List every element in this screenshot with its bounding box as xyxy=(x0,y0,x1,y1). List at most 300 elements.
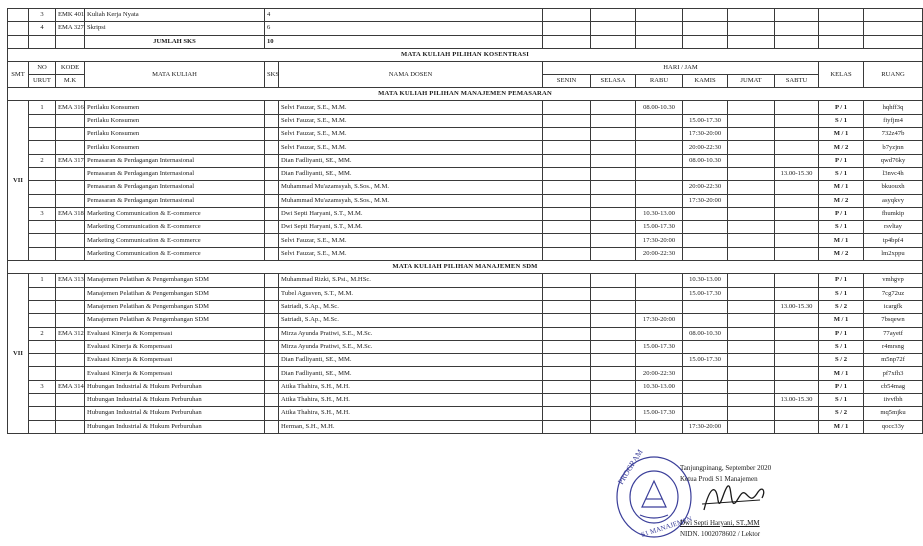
kode-cell: EMA 316 xyxy=(56,101,85,114)
selasa-cell xyxy=(591,340,636,353)
sks-cell xyxy=(265,207,279,220)
semester-cell: VII xyxy=(8,101,29,261)
kode-cell xyxy=(56,128,85,141)
senin-cell xyxy=(543,181,591,194)
sks-cell xyxy=(265,101,279,114)
sks-cell xyxy=(265,128,279,141)
dosen-cell: Satriadi, S.Ap., M.Sc. xyxy=(279,300,543,313)
no-cell xyxy=(29,287,56,300)
kamis-cell: 17:30-20:00 xyxy=(683,128,728,141)
ruang-cell: r4mrsng xyxy=(864,340,923,353)
table-row xyxy=(8,128,923,141)
header-hari-jam: HARI / JAM xyxy=(543,62,819,75)
senin-cell xyxy=(543,141,591,154)
kamis-cell: 17:30-20:00 xyxy=(683,194,728,207)
dosen-cell: Mirza Ayunda Pratiwi, S.E., M.Sc. xyxy=(279,327,543,340)
mk-cell: Evaluasi Kinerja & Kompensasi xyxy=(85,367,265,380)
sabtu-cell xyxy=(775,340,819,353)
header-mata-kuliah: MATA KULIAH xyxy=(85,62,265,88)
jumat-cell xyxy=(728,221,775,234)
dosen-cell: Dian Fadliyanti, SE., MM. xyxy=(279,367,543,380)
dosen-cell: Dwi Septi Haryani, S.T., M.M. xyxy=(279,207,543,220)
jumat-cell xyxy=(728,287,775,300)
no-cell xyxy=(29,367,56,380)
group-title-row xyxy=(8,261,923,274)
table-row xyxy=(8,207,923,220)
ruang-cell: asyqkvy xyxy=(864,194,923,207)
jumat-cell xyxy=(728,420,775,433)
rabu-cell: 15.00-17.30 xyxy=(636,340,683,353)
jumat-cell xyxy=(728,167,775,180)
selasa-cell xyxy=(591,114,636,127)
no-cell xyxy=(29,300,56,313)
mk-cell: Manajemen Pelatihan & Pengembangan SDM xyxy=(85,274,265,287)
header-kamis: KAMIS xyxy=(683,75,728,88)
dosen-cell: Muhammad Mu'azamsyah, S.Sos., M.M. xyxy=(279,181,543,194)
jumlah-label: JUMLAH SKS xyxy=(85,35,265,48)
senin-cell xyxy=(543,221,591,234)
jumat-cell xyxy=(728,101,775,114)
kelas-cell: P / 1 xyxy=(819,101,864,114)
kamis-cell xyxy=(683,340,728,353)
sabtu-cell xyxy=(775,234,819,247)
kelas-cell: P / 1 xyxy=(819,207,864,220)
mk-cell: Skripsi xyxy=(85,22,265,35)
rabu-cell xyxy=(636,394,683,407)
sks-cell xyxy=(265,114,279,127)
kode-cell: EMA 313 xyxy=(56,274,85,287)
ruang-cell: vmhgvp xyxy=(864,274,923,287)
kamis-cell xyxy=(683,380,728,393)
kamis-cell xyxy=(683,407,728,420)
kamis-cell: 17:30-20:00 xyxy=(683,420,728,433)
dosen-cell: Dian Fadliyanti, SE., MM. xyxy=(279,354,543,367)
sks-cell xyxy=(265,354,279,367)
ruang-cell: cb54mag xyxy=(864,380,923,393)
header-ruang: RUANG xyxy=(864,62,923,88)
senin-cell xyxy=(543,154,591,167)
table-row xyxy=(8,340,923,353)
ruang-cell: fhumkip xyxy=(864,207,923,220)
table-row xyxy=(8,141,923,154)
senin-cell xyxy=(543,340,591,353)
kode-cell: EMA 314 xyxy=(56,380,85,393)
rabu-cell xyxy=(636,154,683,167)
selasa-cell xyxy=(591,327,636,340)
kamis-cell: 20:00-22:30 xyxy=(683,181,728,194)
kode-cell: EMK 401 xyxy=(56,9,85,22)
kode-cell xyxy=(56,367,85,380)
kamis-cell: 08.00-10.30 xyxy=(683,154,728,167)
semester-cell: VII xyxy=(8,274,29,434)
mk-cell: Evaluasi Kinerja & Kompensasi xyxy=(85,354,265,367)
jumat-cell xyxy=(728,394,775,407)
sks-cell xyxy=(265,167,279,180)
jumat-cell xyxy=(728,207,775,220)
jumat-cell xyxy=(728,154,775,167)
sks-cell xyxy=(265,247,279,260)
kode-cell xyxy=(56,167,85,180)
senin-cell xyxy=(543,407,591,420)
jumat-cell xyxy=(728,274,775,287)
ruang-cell: fiyfjm4 xyxy=(864,114,923,127)
kelas-cell: M / 1 xyxy=(819,314,864,327)
kelas-cell: M / 1 xyxy=(819,234,864,247)
selasa-cell xyxy=(591,380,636,393)
kode-cell xyxy=(56,287,85,300)
sabtu-cell xyxy=(775,420,819,433)
sabtu-cell xyxy=(775,114,819,127)
senin-cell xyxy=(543,327,591,340)
rabu-cell: 20:00-22:30 xyxy=(636,247,683,260)
senin-cell xyxy=(543,314,591,327)
senin-cell xyxy=(543,274,591,287)
ruang-cell: pf7xfh3 xyxy=(864,367,923,380)
no-cell xyxy=(29,141,56,154)
selasa-cell xyxy=(591,141,636,154)
mk-cell: Marketing Communication & E-commerce xyxy=(85,247,265,260)
dosen-cell: Herman, S.H., M.H. xyxy=(279,420,543,433)
sabtu-cell xyxy=(775,101,819,114)
schedule-table xyxy=(7,8,923,434)
sks-cell xyxy=(265,420,279,433)
kode-cell: EMA 318 xyxy=(56,207,85,220)
kelas-cell: S / 1 xyxy=(819,221,864,234)
dosen-cell: Muhammad Mu'azamsyah, S.Sos., M.M. xyxy=(279,194,543,207)
ruang-cell: hqhff3q xyxy=(864,101,923,114)
kode-cell xyxy=(56,181,85,194)
kelas-cell: P / 1 xyxy=(819,154,864,167)
dosen-cell: Selvi Fauzar, S.E., M.M. xyxy=(279,141,543,154)
kode-cell: EMA 327 xyxy=(56,22,85,35)
sabtu-cell xyxy=(775,274,819,287)
senin-cell xyxy=(543,167,591,180)
jumat-cell xyxy=(728,300,775,313)
kode-cell xyxy=(56,247,85,260)
kode-cell xyxy=(56,221,85,234)
no-cell: 2 xyxy=(29,154,56,167)
mk-cell: Perilaku Konsumen xyxy=(85,141,265,154)
sks-cell xyxy=(265,141,279,154)
smt-cell xyxy=(8,9,29,22)
sabtu-cell xyxy=(775,128,819,141)
header-smt: SMT xyxy=(8,62,29,88)
table-row xyxy=(8,194,923,207)
selasa-cell xyxy=(591,394,636,407)
table-row xyxy=(8,167,923,180)
rabu-cell: 10.30-13.00 xyxy=(636,207,683,220)
rabu-cell: 10.30-13.00 xyxy=(636,380,683,393)
no-cell: 3 xyxy=(29,380,56,393)
mk-cell: Perilaku Konsumen xyxy=(85,128,265,141)
no-cell xyxy=(29,407,56,420)
mk-cell: Pemasaran & Perdagangan Internasional xyxy=(85,181,265,194)
rabu-cell xyxy=(636,141,683,154)
jumat-cell xyxy=(728,314,775,327)
group-title: MATA KULIAH PILIHAN MANAJEMEN SDM xyxy=(8,261,923,274)
senin-cell xyxy=(543,354,591,367)
mk-cell: Marketing Communication & E-commerce xyxy=(85,221,265,234)
ruang-cell: 7bsqewn xyxy=(864,314,923,327)
dosen-cell: Dwi Septi Haryani, S.T., M.M. xyxy=(279,221,543,234)
rabu-cell xyxy=(636,194,683,207)
header-sks: SKS xyxy=(265,62,279,88)
dosen-cell: Atika Thahira, S.H., M.H. xyxy=(279,380,543,393)
dosen-cell: Mirza Ayunda Pratiwi, S.E., M.Sc. xyxy=(279,340,543,353)
kode-cell xyxy=(56,354,85,367)
table-row xyxy=(8,234,923,247)
mk-cell: Hubungan Industrial & Hukum Perburuhan xyxy=(85,407,265,420)
senin-cell xyxy=(543,367,591,380)
kode-cell: EMA 312 xyxy=(56,327,85,340)
mk-cell: Hubungan Industrial & Hukum Perburuhan xyxy=(85,420,265,433)
kode-cell xyxy=(56,420,85,433)
mk-cell: Manajemen Pelatihan & Pengembangan SDM xyxy=(85,300,265,313)
dosen-cell: Atika Thahira, S.H., M.H. xyxy=(279,407,543,420)
kamis-cell xyxy=(683,247,728,260)
sks-cell xyxy=(265,380,279,393)
table-row xyxy=(8,407,923,420)
rabu-cell xyxy=(636,420,683,433)
senin-cell xyxy=(543,380,591,393)
kode-cell xyxy=(56,314,85,327)
no-cell xyxy=(29,181,56,194)
no-cell: 3 xyxy=(29,9,56,22)
no-cell xyxy=(29,340,56,353)
senin-cell xyxy=(543,287,591,300)
senin-cell xyxy=(543,394,591,407)
no-cell xyxy=(29,128,56,141)
table-row xyxy=(8,247,923,260)
header-sabtu: SABTU xyxy=(775,75,819,88)
sks-cell xyxy=(265,367,279,380)
table-row xyxy=(8,354,923,367)
table-row xyxy=(8,394,923,407)
sabtu-cell xyxy=(775,354,819,367)
dosen-cell: Satriadi, S.Ap., M.Sc. xyxy=(279,314,543,327)
kamis-cell xyxy=(683,207,728,220)
kamis-cell xyxy=(683,221,728,234)
rabu-cell xyxy=(636,327,683,340)
rabu-cell: 17:30-20:00 xyxy=(636,314,683,327)
table-row xyxy=(8,181,923,194)
ruang-cell: mq5mjku xyxy=(864,407,923,420)
kode-cell xyxy=(56,194,85,207)
signer-name: Dwi Septi Haryani, ST.,MM xyxy=(680,519,760,527)
kelas-cell: M / 2 xyxy=(819,141,864,154)
kamis-cell: 15.00-17.30 xyxy=(683,114,728,127)
no-cell xyxy=(29,221,56,234)
kelas-cell: S / 1 xyxy=(819,394,864,407)
ruang-cell: qocc33y xyxy=(864,420,923,433)
rabu-cell xyxy=(636,274,683,287)
header-dosen: NAMA DOSEN xyxy=(279,62,543,88)
ruang-cell: icargfk xyxy=(864,300,923,313)
kamis-cell xyxy=(683,394,728,407)
kelas-cell: M / 1 xyxy=(819,128,864,141)
kelas-cell: S / 2 xyxy=(819,300,864,313)
selasa-cell xyxy=(591,420,636,433)
sks-cell xyxy=(265,327,279,340)
ruang-cell: iivvfbh xyxy=(864,394,923,407)
sabtu-cell xyxy=(775,141,819,154)
mk-cell: Marketing Communication & E-commerce xyxy=(85,207,265,220)
sks-cell xyxy=(265,287,279,300)
sabtu-cell: 13.00-15.30 xyxy=(775,167,819,180)
table-row xyxy=(8,327,923,340)
selasa-cell xyxy=(591,221,636,234)
header-urut: URUT xyxy=(29,75,56,88)
senin-cell xyxy=(543,247,591,260)
rabu-cell xyxy=(636,354,683,367)
table-row xyxy=(8,154,923,167)
ruang-cell: qwd76ky xyxy=(864,154,923,167)
selasa-cell xyxy=(591,300,636,313)
no-cell xyxy=(29,167,56,180)
selasa-cell xyxy=(591,154,636,167)
sabtu-cell xyxy=(775,247,819,260)
ruang-cell: m5np72f xyxy=(864,354,923,367)
group-title-row xyxy=(8,88,923,101)
no-cell: 3 xyxy=(29,207,56,220)
sabtu-cell xyxy=(775,327,819,340)
kamis-cell: 10.30-13.00 xyxy=(683,274,728,287)
sabtu-cell xyxy=(775,221,819,234)
rabu-cell: 08.00-10.30 xyxy=(636,101,683,114)
sabtu-cell xyxy=(775,181,819,194)
ruang-cell: l3nvc4h xyxy=(864,167,923,180)
mk-cell: Marketing Communication & E-commerce xyxy=(85,234,265,247)
table-row xyxy=(8,101,923,114)
jumlah-value: 10 xyxy=(265,35,543,48)
rabu-cell: 15.00-17.30 xyxy=(636,407,683,420)
kode-cell xyxy=(56,114,85,127)
kamis-cell xyxy=(683,367,728,380)
kelas-cell: P / 1 xyxy=(819,274,864,287)
selasa-cell xyxy=(591,234,636,247)
signer-nidn: NIDN. 1002078602 / Lektor xyxy=(680,530,761,538)
sks-cell xyxy=(265,181,279,194)
header-senin: SENIN xyxy=(543,75,591,88)
sabtu-cell xyxy=(775,207,819,220)
no-cell xyxy=(29,314,56,327)
selasa-cell xyxy=(591,194,636,207)
jumat-cell xyxy=(728,247,775,260)
senin-cell xyxy=(543,114,591,127)
selasa-cell xyxy=(591,274,636,287)
dosen-cell: Tubel Agusven, S.T., M.M. xyxy=(279,287,543,300)
kamis-cell xyxy=(683,234,728,247)
rabu-cell xyxy=(636,167,683,180)
sabtu-cell xyxy=(775,287,819,300)
jumlah-row xyxy=(8,35,923,48)
sks-cell xyxy=(265,394,279,407)
kelas-cell: M / 2 xyxy=(819,194,864,207)
mk-cell: Pemasaran & Perdagangan Internasional xyxy=(85,194,265,207)
senin-cell xyxy=(543,194,591,207)
kamis-cell xyxy=(683,300,728,313)
selasa-cell xyxy=(591,207,636,220)
selasa-cell xyxy=(591,354,636,367)
kelas-cell: M / 2 xyxy=(819,247,864,260)
sks-cell xyxy=(265,154,279,167)
sabtu-cell xyxy=(775,380,819,393)
rabu-cell xyxy=(636,114,683,127)
rabu-cell xyxy=(636,181,683,194)
header-rabu: RABU xyxy=(636,75,683,88)
sks-cell xyxy=(265,407,279,420)
selasa-cell xyxy=(591,287,636,300)
ruang-cell: b7yzjnn xyxy=(864,141,923,154)
kamis-cell xyxy=(683,314,728,327)
kelas-cell: S / 2 xyxy=(819,407,864,420)
sabtu-cell: 13.00-15.30 xyxy=(775,394,819,407)
header-selasa: SELASA xyxy=(591,75,636,88)
sabtu-cell xyxy=(775,367,819,380)
mk-cell: Kuliah Kerja Nyata xyxy=(85,9,265,22)
selasa-cell xyxy=(591,314,636,327)
header-kode: KODE xyxy=(56,62,85,75)
jumat-cell xyxy=(728,181,775,194)
table-row xyxy=(8,114,923,127)
no-cell xyxy=(29,234,56,247)
jumat-cell xyxy=(728,141,775,154)
kamis-cell xyxy=(683,167,728,180)
dosen-cell: Selvi Fauzar, S.E., M.M. xyxy=(279,247,543,260)
mk-cell: Manajemen Pelatihan & Pengembangan SDM xyxy=(85,314,265,327)
mk-cell: Hubungan Industrial & Hukum Perburuhan xyxy=(85,380,265,393)
sks-cell xyxy=(265,300,279,313)
header-no: NO xyxy=(29,62,56,75)
mk-cell: Pemasaran & Perdagangan Internasional xyxy=(85,167,265,180)
jumat-cell xyxy=(728,114,775,127)
header-row xyxy=(8,62,923,75)
sabtu-cell xyxy=(775,407,819,420)
table-row xyxy=(8,314,923,327)
no-cell: 2 xyxy=(29,327,56,340)
signature-block xyxy=(680,463,771,540)
rabu-cell xyxy=(636,128,683,141)
rabu-cell: 20:00-22:30 xyxy=(636,367,683,380)
senin-cell xyxy=(543,234,591,247)
senin-cell xyxy=(543,101,591,114)
kode-cell xyxy=(56,394,85,407)
kelas-cell: S / 1 xyxy=(819,114,864,127)
section-title: MATA KULIAH PILIHAN KOSENTRASI xyxy=(8,48,923,61)
selasa-cell xyxy=(591,101,636,114)
kelas-cell: S / 1 xyxy=(819,167,864,180)
kelas-cell: P / 1 xyxy=(819,380,864,393)
senin-cell xyxy=(543,300,591,313)
dosen-cell: Selvi Fauzar, S.E., M.M. xyxy=(279,128,543,141)
jumat-cell xyxy=(728,340,775,353)
sks-cell xyxy=(265,274,279,287)
signer-role: Ketua Prodi S1 Manajemen xyxy=(680,475,758,483)
selasa-cell xyxy=(591,167,636,180)
senin-cell xyxy=(543,420,591,433)
no-cell xyxy=(29,114,56,127)
ruang-cell: bkuouxh xyxy=(864,181,923,194)
kode-cell xyxy=(56,340,85,353)
no-cell xyxy=(29,420,56,433)
no-cell: 1 xyxy=(29,101,56,114)
table-row xyxy=(8,380,923,393)
sks-cell xyxy=(265,314,279,327)
jumat-cell xyxy=(728,194,775,207)
ruang-cell: 77ayetf xyxy=(864,327,923,340)
kode-cell xyxy=(56,234,85,247)
kode-cell: EMA 317 xyxy=(56,154,85,167)
